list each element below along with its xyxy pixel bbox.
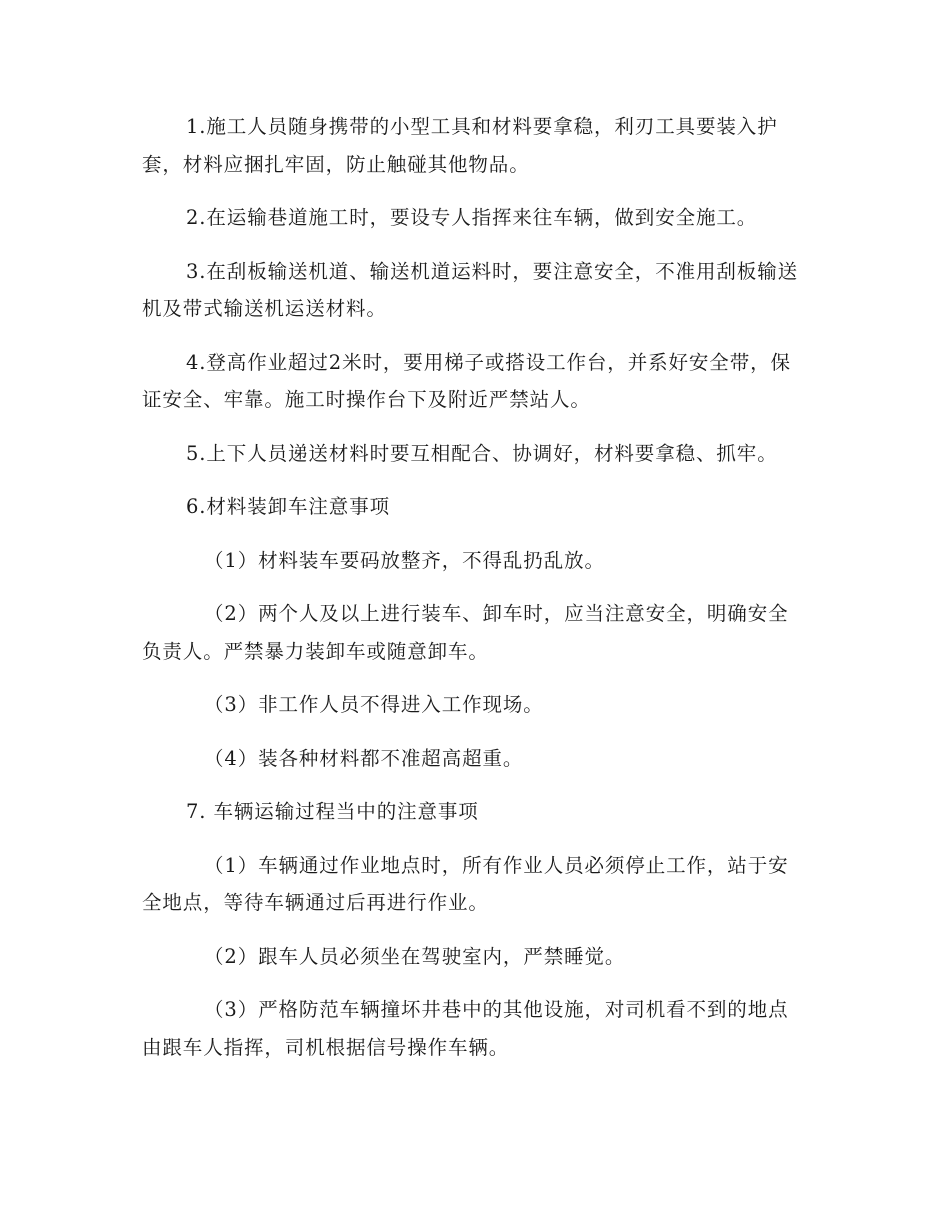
paragraph-item-2: 2.在运输巷道施工时，要设专人指挥来往车辆，做到安全施工。	[186, 206, 758, 229]
paragraph-subitem-7-3: （3）严格防范车辆撞坏井巷中的其他设施，对司机看不到的地点由跟车人指挥，司机根据信号操作车辆。	[142, 998, 789, 1059]
paragraph-item-3: 3.在刮板输送机道、输送机道运料时，要注意安全，不准用刮板输送机及带式输送机运送材料。	[142, 259, 799, 320]
paragraph-subitem-7-2: （2）跟车人员必须坐在驾驶室内，严禁睡觉。	[204, 944, 626, 968]
paragraph-subitem-6-3: （3）非工作人员不得进入工作现场。	[204, 693, 544, 716]
paragraph-subitem-6-2: （2）两个人及以上进行装车、卸车时，应当注意安全，明确安全负责人。严禁暴力装卸车或随意卸车。	[142, 602, 789, 663]
paragraph-item-5: 5.上下人员递送材料时要互相配合、协调好，材料要拿稳、抓牢。	[186, 441, 778, 465]
paragraph-subitem-6-1: （1）材料装车要码放整齐，不得乱扔乱放。	[204, 548, 605, 572]
paragraph-heading-6: 6.材料装卸车注意事项	[186, 495, 391, 518]
paragraph-item-1: 1.施工人员随身携带的小型工具和材料要拿稳，利刃工具要装入护套，材料应捆扎牢固，防止触碰其他物品。	[142, 115, 778, 176]
document-body	[142, 108, 802, 1082]
paragraph-heading-7: 7. 车辆运输过程当中的注意事项	[186, 800, 479, 823]
paragraph-item-4: 4.登高作业超过2米时，要用梯子或搭设工作台，并系好安全带，保证安全、牢靠。施工时操作台下及附近严禁站人。	[142, 350, 791, 411]
paragraph-subitem-6-4: （4）装各种材料都不准超高超重。	[204, 746, 524, 770]
paragraph-subitem-7-1: （1）车辆通过作业地点时，所有作业人员必须停止工作，站于安全地点，等待车辆通过后再进行作业。	[142, 853, 789, 914]
